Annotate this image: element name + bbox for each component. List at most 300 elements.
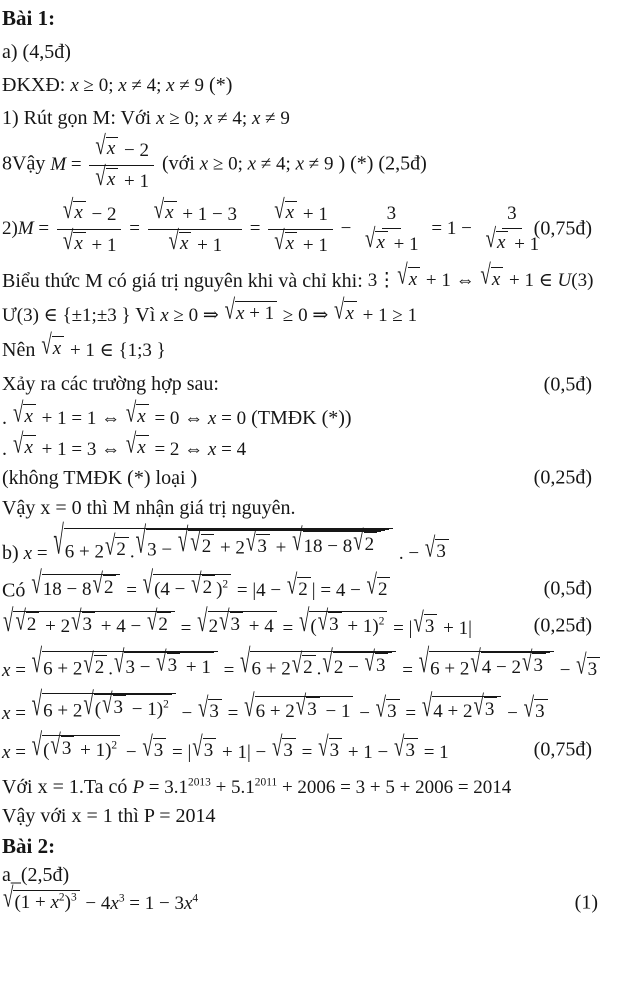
- radical-sign-icon: √: [322, 645, 333, 680]
- radicand: 3: [203, 738, 217, 763]
- fraction: [89, 131, 154, 193]
- radical-sign-icon: √: [190, 527, 201, 559]
- score-label: (0,25đ): [533, 466, 592, 489]
- math-expression: √ x + 1 = 1 ⇔ √ x = 0 ⇔ x = 0: [13, 398, 247, 429]
- document-line: [2, 863, 632, 888]
- document-body: [2, 5, 632, 916]
- radicand: x: [408, 267, 420, 292]
- radicand: x: [285, 232, 297, 256]
- radical-sign-icon: √: [95, 131, 106, 161]
- radical-sign-icon: √: [480, 260, 491, 292]
- math-expression: x ≥ 0 ⇒ √ x + 1 ≥ 0 ⇒ √ x + 1 ≥ 1: [160, 295, 418, 327]
- radicand: x: [73, 201, 85, 225]
- radical-sign-icon: √: [291, 648, 303, 680]
- heading-text: Bài 2:: [2, 833, 56, 858]
- radical-sign-icon: √: [292, 523, 303, 559]
- document-line: [2, 5, 632, 32]
- sqrt-radical: [15, 606, 39, 638]
- document-line: [2, 727, 632, 765]
- radicand: 3: [534, 699, 548, 724]
- radical-sign-icon: √: [394, 731, 405, 763]
- radical-sign-icon: √: [31, 727, 43, 763]
- numerator: 3: [502, 203, 522, 229]
- math-expression: 2)M = √ x − 2 √ x + 1 = √ x + 1 − 3 √ x + 1 = √ x + 1 √ x + 1 − 3 √ x + 1 = 1 − 3 √ x + 1: [2, 218, 547, 239]
- sqrt-radical: [364, 646, 389, 678]
- sqrt-radical: [394, 731, 418, 763]
- document-line: [2, 775, 632, 800]
- radical-sign-icon: √: [31, 686, 43, 724]
- numerator: √ x − 2: [57, 201, 122, 230]
- score-label: (0,75đ): [533, 217, 592, 240]
- score-label: (0,75đ): [533, 738, 592, 761]
- document-line: [2, 40, 632, 65]
- radicand: 18 − 8 √ 2: [303, 531, 382, 559]
- radicand: 3: [375, 653, 389, 678]
- math-expression: √ x + 1 ∈ {1;3 }: [41, 330, 166, 362]
- document-line: [2, 833, 632, 860]
- radical-sign-icon: √: [3, 604, 14, 640]
- math-expression: x ≥ 0; x ≠ 4; x ≠ 9: [199, 153, 334, 175]
- text-run: Với x = 1.Ta có: [2, 775, 133, 798]
- sqrt-radical: [125, 428, 149, 460]
- radical-sign-icon: √: [146, 606, 158, 638]
- radical-sign-icon: √: [317, 606, 329, 638]
- sqrt-radical: [92, 568, 117, 600]
- sqrt-radical: [291, 648, 316, 680]
- radicand: 3: [532, 653, 546, 678]
- radicand: 3: [113, 695, 127, 720]
- radical-sign-icon: √: [485, 224, 496, 255]
- radicand: x: [23, 404, 35, 429]
- sqrt-radical: [3, 604, 175, 640]
- sqrt-radical: [62, 195, 86, 226]
- radical-sign-icon: √: [318, 731, 329, 763]
- radical-sign-icon: √: [470, 645, 481, 680]
- document-line: [2, 566, 632, 604]
- sqrt-radical: [41, 330, 64, 362]
- radicand: x: [496, 231, 508, 255]
- radicand: 3: [328, 612, 342, 637]
- sqrt-radical: [366, 570, 391, 602]
- radical-sign-icon: √: [286, 570, 298, 602]
- radicand: x: [136, 435, 148, 460]
- sqrt-radical: [375, 693, 400, 724]
- document-line: [2, 604, 632, 641]
- radicand: 3: [153, 738, 167, 763]
- radical-sign-icon: √: [353, 525, 364, 557]
- fraction: [57, 195, 122, 257]
- radicand: x: [179, 232, 191, 256]
- radical-sign-icon: √: [364, 646, 375, 678]
- sqrt-radical: [50, 729, 74, 761]
- sqrt-radical: [322, 645, 392, 680]
- radicand: 3: [435, 539, 449, 564]
- document-line: [2, 428, 632, 462]
- math-expression: √ $(1 + x^2)^3$ − $4x^3 = 1 - 3x^4$: [3, 883, 199, 915]
- radical-sign-icon: √: [424, 532, 436, 564]
- sqrt-radical: [271, 731, 296, 763]
- radicand: 6 + 2 √ 2 . √ 3 − √ √ 2 + 2 √ 3 + √ 18 − 8 √ 2: [64, 528, 393, 564]
- radicand: (4 − √ 2 )$^2$: [153, 574, 231, 602]
- radicand: 2: [202, 575, 216, 600]
- sqrt-radical: [470, 645, 550, 680]
- radical-sign-icon: √: [197, 693, 209, 724]
- radical-sign-icon: √: [41, 330, 52, 362]
- sqrt-radical: [95, 131, 118, 161]
- sqrt-radical: [295, 691, 320, 723]
- text-run: .: [2, 406, 12, 429]
- sqrt-radical: [473, 691, 497, 723]
- radical-sign-icon: √: [177, 523, 189, 561]
- denominator: √ x + 1: [95, 161, 149, 192]
- radicand: 3: [424, 614, 438, 639]
- radical-sign-icon: √: [192, 731, 203, 763]
- sqrt-radical: [485, 224, 509, 255]
- document-line: [2, 195, 632, 257]
- score-label: (0,25đ): [533, 614, 592, 637]
- sqrt-radical: [13, 398, 36, 429]
- text-run: .: [2, 437, 12, 460]
- sqrt-radical: [219, 606, 243, 638]
- sqrt-radical: [292, 523, 381, 559]
- radical-sign-icon: √: [71, 606, 82, 638]
- radicand: 3: [329, 738, 343, 763]
- radicand: √ 2 + 2 √ 3 + √ 18 − 8 √ 2: [188, 530, 385, 560]
- radicand: 3: [282, 738, 296, 763]
- math-expression: x = √ 6 + 2 √ ( √ 3 − 1)$^2$ − √ 3 = √ 6 + 2 √ 3 − 1 − √ 3 = √ 4 + 2 √ 3 − √ 3: [2, 703, 549, 724]
- radicand: x: [344, 301, 356, 326]
- sqrt-radical: [418, 644, 554, 682]
- radical-sign-icon: √: [125, 428, 137, 460]
- radicand: 2 − √ 3: [333, 652, 393, 680]
- math-expression: √ √ 2 + 2 √ 3 + 4 − √ 2 = √ 2 √ 3 + 4 = √ ( √ 3 + 1)$^2$ = | √ 3 + 1|: [3, 604, 472, 640]
- document-line: [2, 644, 632, 683]
- sqrt-radical: [3, 883, 80, 915]
- radical-sign-icon: √: [102, 689, 113, 721]
- sqrt-radical: [83, 648, 107, 680]
- sqrt-radical: [334, 295, 357, 327]
- document-line: [2, 73, 632, 98]
- text-run: ) (*) (2,5đ): [333, 152, 427, 175]
- score-label: (0,5đ): [543, 373, 592, 396]
- radicand: 2: [377, 577, 391, 602]
- radicand: x + 1: [235, 301, 277, 326]
- radicand: 18 − 8 √ 2: [42, 574, 121, 602]
- denominator: √ x + 1: [365, 224, 419, 255]
- sqrt-radical: [576, 650, 600, 682]
- superscript: 2: [222, 578, 229, 591]
- radical-sign-icon: √: [62, 226, 74, 256]
- radical-sign-icon: √: [142, 731, 153, 763]
- document-line: [2, 804, 632, 829]
- radicand: 3: [230, 612, 244, 637]
- sqrt-radical: [317, 606, 342, 638]
- radicand: 2: [94, 655, 108, 680]
- math-expression: √ 18 − 8 √ 2 = √ (4 − √ 2 )$^2$ = |4 − √ 2 | = 4 − √ 2: [30, 580, 391, 601]
- sqrt-radical: [31, 727, 120, 763]
- sqrt-radical: [240, 644, 396, 682]
- radical-sign-icon: √: [142, 566, 154, 602]
- radical-sign-icon: √: [13, 398, 24, 429]
- numerator: √ x + 1 − 3: [148, 201, 242, 230]
- numerator: √ x − 2: [89, 137, 154, 166]
- math-expression: 3⋮ √ x + 1 ⇔ √ x + 1 ∈ U(3): [367, 260, 594, 292]
- math-expression: $P = 3.1^{2013} + 5.1^{2011} + 2006 = 3 + 5 + 2006 = 2014$: [132, 776, 512, 798]
- math-expression: M = √ x − 2 √ x + 1: [50, 154, 157, 175]
- document-line: [2, 131, 632, 193]
- radicand: 6 + 2 √ ( √ 3 − 1)$^2$: [42, 693, 176, 723]
- sqrt-radical: [353, 525, 377, 557]
- radicand: ( √ 3 + 1)$^2$: [309, 611, 387, 639]
- radicand: 3: [61, 736, 75, 761]
- sqrt-radical: [142, 566, 231, 602]
- radical-sign-icon: √: [240, 644, 251, 682]
- radical-sign-icon: √: [397, 260, 408, 292]
- radical-sign-icon: √: [522, 646, 533, 678]
- radical-sign-icon: √: [576, 650, 587, 682]
- text-run: Vậy x = 0 thì M nhận giá trị nguyên.: [2, 496, 296, 519]
- text-run: ĐKXĐ:: [2, 74, 71, 96]
- radicand: 2: [26, 612, 40, 637]
- document-line: [2, 260, 632, 294]
- radical-sign-icon: √: [156, 646, 167, 678]
- radicand: 3: [306, 697, 320, 722]
- radicand: 3 − √ 3 + 1: [124, 652, 213, 680]
- radicand: √ 2 + 2 √ 3 + 4 − √ 2: [13, 611, 174, 639]
- radical-sign-icon: √: [375, 693, 387, 724]
- text-run: (*): [204, 74, 233, 96]
- radical-sign-icon: √: [13, 428, 24, 460]
- text-run: Có: [2, 579, 31, 602]
- math-expression: x = √ 6 + 2 √ 2 . √ 3 − √ √ 2 + 2 √ 3 + √ 18 − 8 √ 2 . − √ 3: [24, 543, 450, 564]
- text-run: a) (4,5đ): [2, 41, 71, 63]
- sqrt-radical: [244, 689, 353, 724]
- sqrt-radical: [318, 731, 342, 763]
- radicand: 2 √ 3 + 4: [208, 611, 277, 639]
- radical-sign-icon: √: [62, 195, 74, 226]
- sqrt-radical: [156, 646, 180, 678]
- denominator: √ x + 1: [168, 226, 223, 256]
- text-run: Biểu thức M có giá trị nguyên khi và chỉ khi:: [2, 269, 368, 292]
- math-expression: x = √ ( √ 3 + 1)$^2$ − √ 3 = | √ 3 + 1| − √ 3 = √ 3 + 1 − √ 3 = 1: [2, 727, 449, 763]
- radicand: 2: [302, 655, 316, 680]
- radical-sign-icon: √: [104, 531, 116, 562]
- radical-sign-icon: √: [224, 295, 236, 327]
- radicand: x: [375, 231, 387, 255]
- sqrt-radical: [31, 566, 120, 602]
- math-expression: x ≥ 0; x ≠ 4; x ≠ 9: [156, 108, 290, 129]
- sqrt-radical: [424, 532, 449, 564]
- sqrt-radical: [197, 693, 222, 724]
- sqrt-radical: [298, 604, 387, 640]
- text-run: 8Vậy: [2, 152, 51, 175]
- radicand: 2: [297, 577, 311, 602]
- superscript: 2: [378, 615, 385, 628]
- radical-sign-icon: √: [418, 644, 430, 682]
- radicand: 3: [256, 534, 270, 559]
- radicand: 6 + 2 √ 4 − 2 √ 3: [429, 651, 554, 681]
- score-label: (1): [574, 891, 598, 914]
- sqrt-radical: [397, 260, 420, 292]
- radical-sign-icon: √: [298, 604, 310, 640]
- superscript: 3: [70, 891, 77, 904]
- superscript: 2: [58, 891, 65, 904]
- sqrt-radical: [421, 689, 502, 724]
- document-line: [2, 398, 632, 431]
- radical-sign-icon: √: [365, 224, 376, 255]
- text-run: Vì: [130, 304, 161, 327]
- sqrt-radical: [245, 527, 270, 559]
- sqrt-radical: [104, 531, 129, 562]
- numerator: 3: [382, 203, 402, 229]
- sqrt-radical: [102, 689, 126, 721]
- radical-sign-icon: √: [92, 568, 103, 600]
- radical-sign-icon: √: [125, 398, 137, 429]
- radicand: x: [23, 435, 35, 460]
- superscript: 2: [111, 739, 118, 752]
- heading-text: Bài 1:: [2, 6, 56, 30]
- document-line: [2, 330, 632, 363]
- sqrt-radical: [480, 260, 503, 292]
- fraction: [359, 203, 424, 256]
- fraction: [148, 195, 242, 257]
- text-run: a_(2,5đ): [2, 863, 70, 886]
- denominator: √ x + 1: [62, 226, 117, 256]
- radicand: 2: [364, 532, 378, 557]
- radicand: x: [164, 201, 176, 225]
- radical-sign-icon: √: [50, 729, 61, 761]
- document-line: [2, 106, 632, 131]
- denominator: √ x + 1: [274, 226, 328, 256]
- sqrt-radical: [31, 644, 218, 682]
- radical-sign-icon: √: [421, 689, 433, 724]
- sqrt-radical: [191, 568, 215, 600]
- numerator: √ x + 1: [268, 201, 333, 230]
- sqrt-radical: [274, 226, 297, 256]
- sqrt-radical: [522, 646, 546, 678]
- radical-sign-icon: √: [15, 606, 26, 638]
- radical-sign-icon: √: [523, 693, 535, 724]
- radicand: $(1 + x^2)^3$: [13, 890, 79, 915]
- sqrt-radical: [83, 687, 171, 723]
- sqrt-radical: [413, 608, 437, 640]
- sqrt-radical: [31, 686, 176, 724]
- sqrt-radical: [286, 570, 311, 602]
- text-run: (với: [156, 152, 200, 175]
- radicand: 6 + 2 √ 3 − 1: [255, 696, 354, 724]
- radical-sign-icon: √: [114, 645, 125, 680]
- radical-sign-icon: √: [244, 689, 255, 724]
- radicand: ( √ 3 − 1)$^2$: [94, 694, 172, 722]
- radicand: 6 + 2 √ 2 . √ 3 − √ 3 + 1: [42, 651, 218, 681]
- math-expression: x ≥ 0; x ≠ 4; x ≠ 9: [70, 75, 205, 96]
- radical-sign-icon: √: [219, 606, 230, 638]
- radicand: 3: [484, 697, 498, 722]
- radicand: 3: [82, 612, 96, 637]
- radicand: x: [106, 137, 118, 161]
- superscript: 3: [118, 892, 125, 905]
- text-run: Xảy ra các trường hợp sau:: [2, 373, 219, 396]
- text-run: (TMĐK (*)): [246, 406, 352, 429]
- fraction: [268, 195, 333, 257]
- text-run: (không TMĐK (*) loại ): [2, 466, 198, 489]
- radical-sign-icon: √: [95, 161, 106, 192]
- radical-sign-icon: √: [197, 604, 208, 640]
- text-run: b): [2, 541, 24, 564]
- document-line: [2, 686, 632, 725]
- radical-sign-icon: √: [366, 570, 377, 602]
- radicand: 2: [201, 534, 215, 559]
- denominator: √ x + 1: [485, 224, 540, 255]
- radical-sign-icon: √: [274, 195, 285, 226]
- radical-sign-icon: √: [3, 883, 14, 915]
- radicand: 2: [157, 612, 171, 637]
- sqrt-radical: [62, 226, 86, 256]
- radical-sign-icon: √: [153, 195, 165, 226]
- document-line: [2, 295, 632, 328]
- radicand: 3: [587, 657, 601, 682]
- radicand: x: [136, 404, 148, 429]
- sqrt-radical: [224, 295, 278, 327]
- radicand: 4 − 2 √ 3: [481, 652, 550, 680]
- radical-sign-icon: √: [31, 644, 43, 682]
- sqrt-radical: [192, 731, 216, 763]
- superscript: 2: [163, 698, 169, 711]
- radical-sign-icon: √: [473, 691, 484, 723]
- radicand: 2: [115, 537, 129, 562]
- sqrt-radical: [197, 604, 277, 640]
- radical-sign-icon: √: [135, 521, 147, 562]
- sqrt-radical: [71, 606, 95, 638]
- radicand: x: [73, 232, 85, 256]
- radical-sign-icon: √: [334, 295, 345, 327]
- radicand: x: [52, 336, 64, 361]
- sqrt-radical: [125, 398, 149, 429]
- superscript: 2013: [188, 776, 211, 789]
- document-line: [2, 496, 632, 521]
- sqrt-radical: [13, 428, 36, 460]
- radical-sign-icon: √: [271, 731, 283, 763]
- radicand: 3: [208, 699, 222, 724]
- superscript: 4: [192, 892, 199, 905]
- sqrt-radical: [142, 731, 166, 763]
- document-line: [2, 372, 632, 397]
- radicand: x: [285, 201, 297, 225]
- radicand: x: [106, 168, 118, 192]
- radicand: 3: [404, 738, 418, 763]
- text-run: 1) Rút gọn M: Với: [2, 107, 157, 129]
- sqrt-radical: [523, 693, 548, 724]
- sqrt-radical: [168, 226, 192, 256]
- radicand: 3 − √ √ 2 + 2 √ 3 + √ 18 − 8 √ 2: [146, 529, 389, 562]
- radicand: 6 + 2 √ 2 . √ 2 − √ 3: [250, 651, 396, 681]
- radicand: ( √ 3 + 1)$^2$: [42, 735, 120, 763]
- sqrt-radical: [365, 224, 388, 255]
- superscript: 2011: [254, 776, 278, 789]
- radical-sign-icon: √: [168, 226, 179, 256]
- sqrt-radical: [153, 195, 177, 226]
- math-expression: Ư(3) ∈ {±1;±3 }: [2, 305, 131, 327]
- sqrt-radical: [53, 519, 393, 564]
- text-run: Nên: [2, 339, 41, 362]
- radical-sign-icon: √: [245, 527, 257, 559]
- document-line: [2, 883, 632, 917]
- radicand: 3: [167, 653, 181, 678]
- text-run: Vậy với x = 1 thì P = 2014: [2, 804, 216, 827]
- radical-sign-icon: √: [191, 568, 202, 600]
- sqrt-radical: [190, 527, 214, 559]
- score-label: (0,5đ): [543, 577, 592, 600]
